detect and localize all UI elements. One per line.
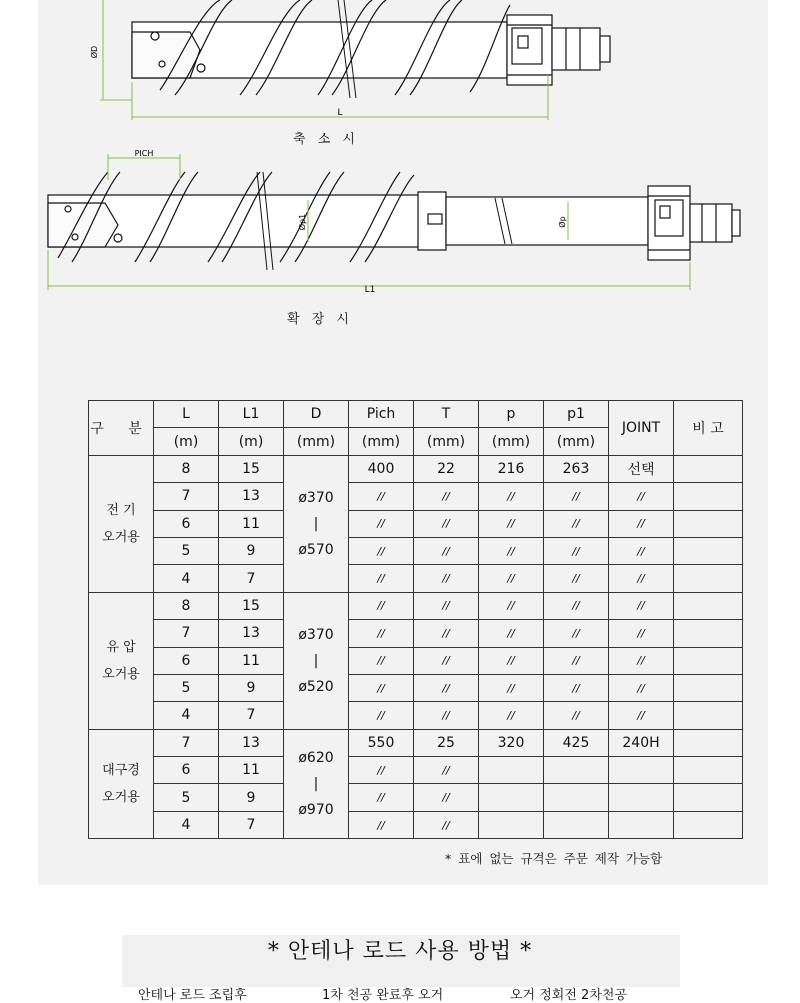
cell-t: // bbox=[414, 592, 479, 619]
cell-note bbox=[674, 565, 743, 592]
cell-pitch: // bbox=[349, 702, 414, 729]
cell-note bbox=[674, 455, 743, 482]
auger-drawing bbox=[0, 0, 800, 330]
header-p: p bbox=[479, 401, 544, 428]
cell-t: // bbox=[414, 620, 479, 647]
cell-joint: 선택 bbox=[609, 455, 674, 482]
diameter-bottom: ø970 bbox=[298, 801, 334, 818]
table-row bbox=[89, 565, 743, 592]
cell-pitch: // bbox=[349, 565, 414, 592]
cell-note bbox=[674, 702, 743, 729]
cell-pitch: // bbox=[349, 483, 414, 510]
diameter-bottom: ø570 bbox=[298, 541, 334, 558]
cell-t: // bbox=[414, 811, 479, 838]
cell-note bbox=[674, 510, 743, 537]
cell-joint bbox=[609, 811, 674, 838]
cell-l1: 11 bbox=[219, 510, 284, 537]
cell-pitch: // bbox=[349, 674, 414, 701]
cell-p1: // bbox=[544, 647, 609, 674]
cell-note bbox=[674, 647, 743, 674]
cell-note bbox=[674, 729, 743, 756]
cell-p: // bbox=[479, 592, 544, 619]
cell-t: // bbox=[414, 674, 479, 701]
cell-l: 6 bbox=[154, 510, 219, 537]
cell-l1: 7 bbox=[219, 565, 284, 592]
cell-p1: 263 bbox=[544, 455, 609, 482]
table-row bbox=[89, 455, 743, 482]
dim-l1-label: L1 bbox=[364, 285, 376, 295]
cell-pitch: // bbox=[349, 647, 414, 674]
cell-p1 bbox=[544, 811, 609, 838]
cell-p1: // bbox=[544, 510, 609, 537]
cell-pitch: // bbox=[349, 592, 414, 619]
cell-p: 320 bbox=[479, 729, 544, 756]
cell-l1: 13 bbox=[219, 620, 284, 647]
header-pitch: Pich bbox=[349, 401, 414, 428]
table-row bbox=[89, 620, 743, 647]
table-row bbox=[89, 811, 743, 838]
cell-t: 25 bbox=[414, 729, 479, 756]
cell-t: // bbox=[414, 702, 479, 729]
header-joint: JOINT bbox=[609, 401, 674, 456]
cell-l: 7 bbox=[154, 729, 219, 756]
cell-pitch: // bbox=[349, 537, 414, 564]
caption-retracted: 축 소 시 bbox=[293, 132, 359, 147]
cell-p1: // bbox=[544, 592, 609, 619]
cell-p: // bbox=[479, 483, 544, 510]
group-name-cell bbox=[89, 592, 154, 729]
cell-joint: // bbox=[609, 592, 674, 619]
table-row bbox=[89, 592, 743, 619]
diameter-top: ø370 bbox=[298, 489, 334, 506]
table-row bbox=[89, 784, 743, 811]
cell-l: 5 bbox=[154, 674, 219, 701]
unit-p: (mm) bbox=[479, 428, 544, 455]
cell-p1 bbox=[544, 757, 609, 784]
cell-pitch: // bbox=[349, 620, 414, 647]
spec-table-body bbox=[89, 455, 743, 838]
cell-pitch: // bbox=[349, 510, 414, 537]
header-row-1 bbox=[89, 401, 743, 428]
cell-p: // bbox=[479, 620, 544, 647]
spec-table bbox=[88, 400, 743, 839]
cell-pitch: // bbox=[349, 811, 414, 838]
cell-p1 bbox=[544, 784, 609, 811]
usage-step-2: 1차 천공 완료후 오거 bbox=[322, 988, 444, 1003]
cell-joint bbox=[609, 757, 674, 784]
cell-p1: // bbox=[544, 702, 609, 729]
group-name-line-1: 전 기 bbox=[106, 502, 136, 518]
usage-step-3: 오거 정회전 2차천공 bbox=[510, 988, 627, 1003]
header-d: D bbox=[284, 401, 349, 428]
usage-step-1: 안테나 로드 조립후 bbox=[138, 988, 247, 1003]
cell-joint: // bbox=[609, 702, 674, 729]
cell-l: 5 bbox=[154, 537, 219, 564]
footnote: * 표에 없는 규격은 주문 제작 가능함 bbox=[445, 851, 663, 866]
cell-l: 6 bbox=[154, 647, 219, 674]
diameter-range-cell bbox=[284, 455, 349, 592]
cell-joint bbox=[609, 784, 674, 811]
cell-l: 7 bbox=[154, 620, 219, 647]
cell-p: // bbox=[479, 510, 544, 537]
cell-note bbox=[674, 811, 743, 838]
cell-pitch: 400 bbox=[349, 455, 414, 482]
cell-pitch: // bbox=[349, 757, 414, 784]
auger-retracted bbox=[132, 0, 610, 98]
cell-joint: // bbox=[609, 510, 674, 537]
diameter-top: ø620 bbox=[298, 749, 334, 766]
cell-note bbox=[674, 674, 743, 701]
table-row bbox=[89, 702, 743, 729]
cell-note bbox=[674, 592, 743, 619]
unit-t: (mm) bbox=[414, 428, 479, 455]
cell-t: // bbox=[414, 483, 479, 510]
cell-t: // bbox=[414, 565, 479, 592]
cell-p1: // bbox=[544, 674, 609, 701]
cell-l1: 7 bbox=[219, 702, 284, 729]
header-l1: L1 bbox=[219, 401, 284, 428]
cell-p bbox=[479, 784, 544, 811]
header-p1: p1 bbox=[544, 401, 609, 428]
cell-joint: // bbox=[609, 565, 674, 592]
cell-t: // bbox=[414, 537, 479, 564]
cell-pitch: 550 bbox=[349, 729, 414, 756]
cell-p1: // bbox=[544, 620, 609, 647]
diameter-dash: | bbox=[313, 652, 319, 669]
cell-note bbox=[674, 784, 743, 811]
cell-l: 4 bbox=[154, 565, 219, 592]
cell-joint: // bbox=[609, 483, 674, 510]
cell-l1: 11 bbox=[219, 647, 284, 674]
cell-p bbox=[479, 811, 544, 838]
diameter-dash: | bbox=[313, 515, 319, 532]
cell-l: 8 bbox=[154, 592, 219, 619]
group-name-line-1: 유 압 bbox=[106, 639, 136, 655]
cell-l: 7 bbox=[154, 483, 219, 510]
cell-p: // bbox=[479, 674, 544, 701]
group-name-cell bbox=[89, 455, 154, 592]
cell-p: // bbox=[479, 647, 544, 674]
cell-l1: 13 bbox=[219, 483, 284, 510]
group-name-line-2: 오거용 bbox=[102, 666, 140, 682]
unit-d: (mm) bbox=[284, 428, 349, 455]
header-l: L bbox=[154, 401, 219, 428]
cell-joint: // bbox=[609, 620, 674, 647]
diameter-top: ø370 bbox=[298, 626, 334, 643]
cell-p: // bbox=[479, 565, 544, 592]
cell-t: // bbox=[414, 784, 479, 811]
cell-l1: 13 bbox=[219, 729, 284, 756]
header-category: 구 분 bbox=[89, 401, 154, 456]
cell-l1: 9 bbox=[219, 784, 284, 811]
dim-l-label: L bbox=[337, 108, 343, 118]
diameter-range-cell bbox=[284, 729, 349, 839]
cell-l: 5 bbox=[154, 784, 219, 811]
cell-joint: 240H bbox=[609, 729, 674, 756]
table-row bbox=[89, 510, 743, 537]
dim-p1-label: Øp1 bbox=[298, 213, 307, 231]
cell-joint: // bbox=[609, 674, 674, 701]
cell-l1: 7 bbox=[219, 811, 284, 838]
cell-note bbox=[674, 620, 743, 647]
group-name-line-2: 오거용 bbox=[102, 789, 140, 805]
cell-l: 8 bbox=[154, 455, 219, 482]
cell-p1: // bbox=[544, 483, 609, 510]
dim-d-label: ØD bbox=[90, 45, 99, 59]
table-row bbox=[89, 757, 743, 784]
cell-note bbox=[674, 537, 743, 564]
table-row bbox=[89, 674, 743, 701]
unit-l1: (m) bbox=[219, 428, 284, 455]
cell-note bbox=[674, 483, 743, 510]
cell-p bbox=[479, 757, 544, 784]
cell-p1: 425 bbox=[544, 729, 609, 756]
unit-pitch: (mm) bbox=[349, 428, 414, 455]
cell-p: // bbox=[479, 537, 544, 564]
diameter-dash: | bbox=[313, 775, 319, 792]
auger-extended bbox=[48, 172, 740, 270]
caption-extended: 확 장 시 bbox=[287, 312, 353, 327]
usage-title: * 안테나 로드 사용 방법 * bbox=[267, 939, 533, 964]
cell-t: // bbox=[414, 647, 479, 674]
cell-joint: // bbox=[609, 647, 674, 674]
cell-p1: // bbox=[544, 537, 609, 564]
header-note: 비 고 bbox=[674, 401, 743, 456]
group-name-cell bbox=[89, 729, 154, 839]
cell-l1: 11 bbox=[219, 757, 284, 784]
cell-p: // bbox=[479, 702, 544, 729]
group-name-line-1: 대구경 bbox=[102, 762, 140, 778]
unit-l: (m) bbox=[154, 428, 219, 455]
table-row bbox=[89, 537, 743, 564]
cell-t: 22 bbox=[414, 455, 479, 482]
header-t: T bbox=[414, 401, 479, 428]
group-name-line-2: 오거용 bbox=[102, 529, 140, 545]
cell-note bbox=[674, 757, 743, 784]
diameter-range-cell bbox=[284, 592, 349, 729]
dim-p-label: Øp bbox=[558, 216, 567, 228]
cell-l: 4 bbox=[154, 811, 219, 838]
cell-p: 216 bbox=[479, 455, 544, 482]
diameter-bottom: ø520 bbox=[298, 678, 334, 695]
cell-l1: 15 bbox=[219, 455, 284, 482]
cell-joint: // bbox=[609, 537, 674, 564]
cell-l: 6 bbox=[154, 757, 219, 784]
cell-l: 4 bbox=[154, 702, 219, 729]
cell-l1: 9 bbox=[219, 537, 284, 564]
cell-l1: 9 bbox=[219, 674, 284, 701]
cell-l1: 15 bbox=[219, 592, 284, 619]
unit-p1: (mm) bbox=[544, 428, 609, 455]
table-row bbox=[89, 647, 743, 674]
table-row bbox=[89, 729, 743, 756]
cell-pitch: // bbox=[349, 784, 414, 811]
cell-p1: // bbox=[544, 565, 609, 592]
cell-t: // bbox=[414, 757, 479, 784]
table-row bbox=[89, 483, 743, 510]
cell-t: // bbox=[414, 510, 479, 537]
dim-pitch-label: PICH bbox=[134, 149, 154, 158]
